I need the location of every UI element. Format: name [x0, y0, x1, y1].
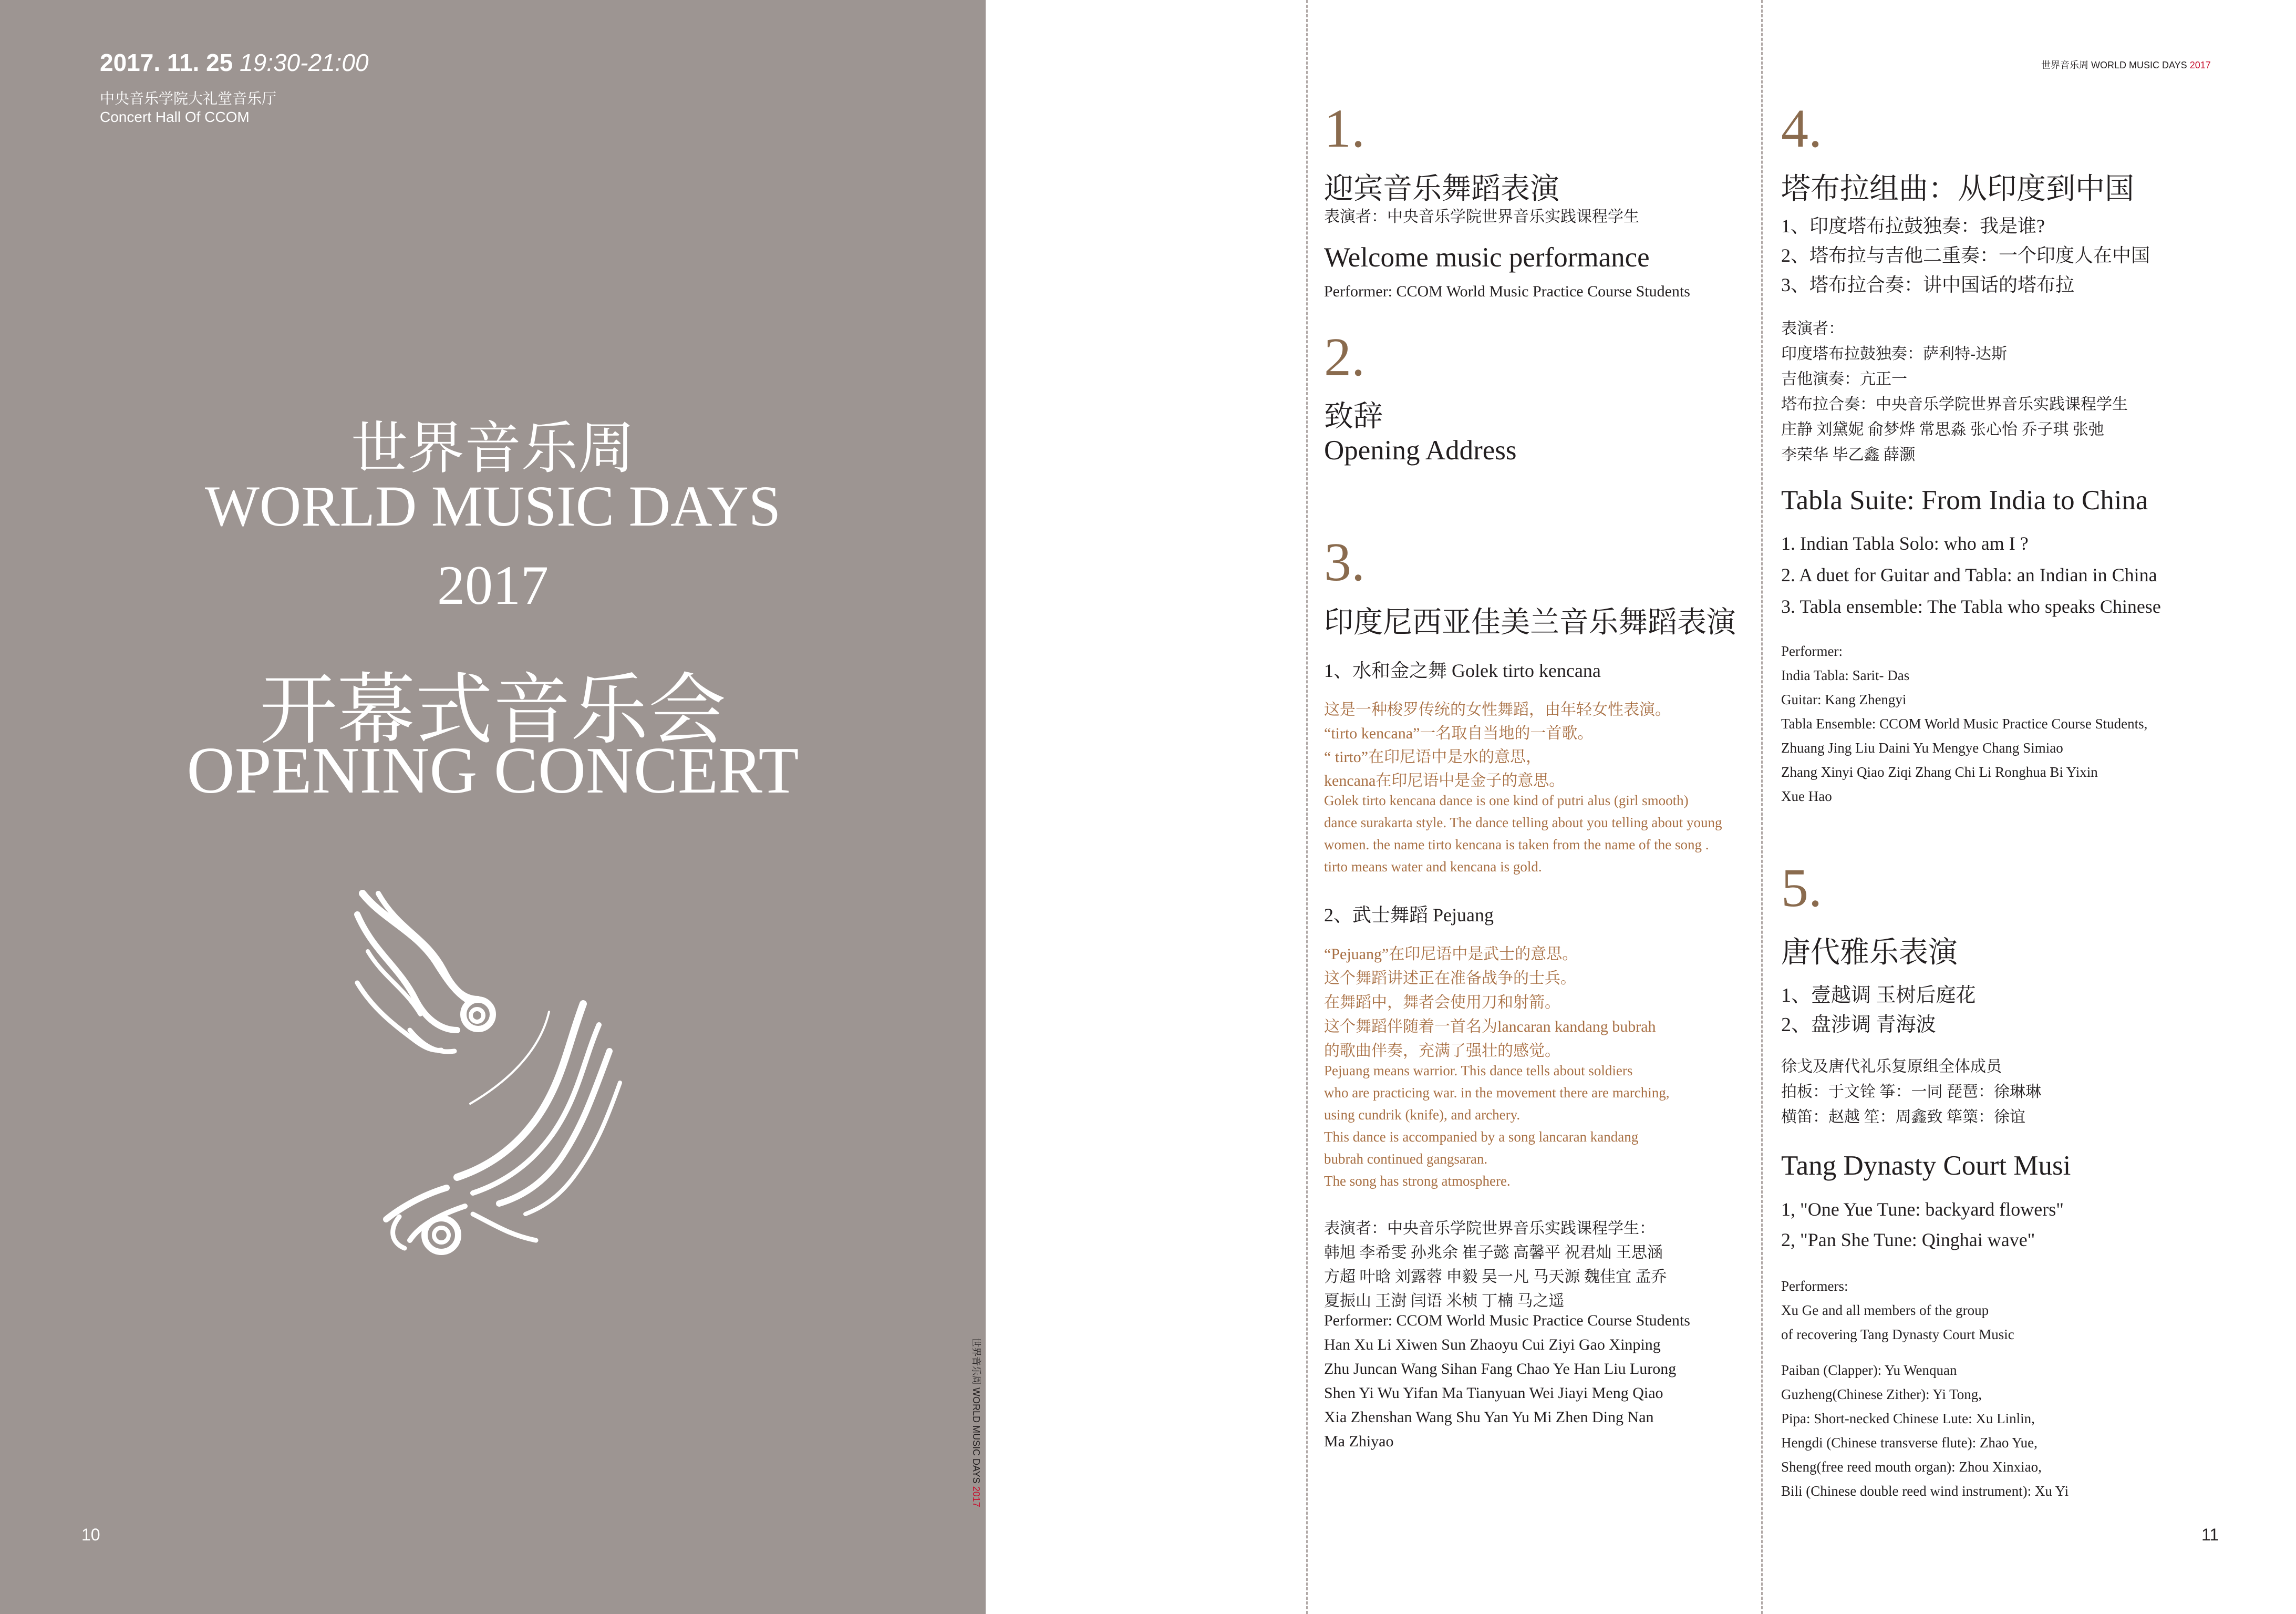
item-3-performers: Ma Zhiyao [1324, 1433, 1394, 1450]
item-3-piece-1-desc: dance surakarta style. The dance telling about you telling about young [1324, 815, 1722, 830]
page-number-right: 11 [2201, 1525, 2219, 1544]
festival-title-en: WORLD MUSIC DAYS [204, 474, 781, 538]
item-4-piece-en: 1. Indian Tabla Solo: who am I ? [1781, 533, 2029, 554]
item-5-performers-en: Xu Ge and all members of the group [1781, 1302, 1989, 1318]
running-header [2041, 58, 2211, 71]
vertical-title-year: 2017 [971, 1486, 981, 1507]
item-3-title-cn: 印度尼西亚佳美兰音乐舞蹈表演 [1324, 606, 1736, 639]
festival-year: 2017 [437, 554, 549, 616]
vertical-title-text: 世界音乐周 WORLD MUSIC DAYS [971, 1338, 981, 1484]
item-3-piece-2-desc: This dance is accompanied by a song lancaran kandang [1324, 1129, 1639, 1145]
item-3-piece-1-desc: “tirto kencana”一名取自当地的一首歌。 [1324, 725, 1594, 742]
item-number-5: 5. [1781, 858, 1822, 918]
time-text: 19:30-21:00 [240, 49, 369, 76]
item-3-piece-1-desc: kencana在印尼语中是金子的意思。 [1324, 772, 1565, 789]
date-text: 2017. 11. 25 [100, 49, 233, 76]
item-3-performers: Performer: CCOM World Music Practice Course Students [1324, 1312, 1690, 1329]
event-date [100, 48, 369, 77]
item-3-piece-1-desc: Golek tirto kencana dance is one kind of putri alus (girl smooth) [1324, 793, 1689, 808]
item-4-performers-cn: 印度塔布拉鼓独奏：萨利特-达斯 [1781, 345, 2007, 363]
item-4-piece-en: 2. A duet for Guitar and Tabla: an Indian in China [1781, 564, 2157, 585]
page-number-left: 10 [81, 1525, 100, 1544]
vertical-running-title [970, 1338, 984, 1507]
item-3-piece-1-desc: “ tirto”在印尼语中是水的意思， [1324, 748, 1542, 766]
item-3-performers: 韩旭 李希雯 孙兆余 崔子懿 高馨平 祝君灿 王思涵 [1324, 1244, 1663, 1261]
item-3-piece-2-desc: Pejuang means warrior. This dance tells about soldiers [1324, 1063, 1633, 1078]
item-3-piece-2-desc: 这个舞蹈伴随着一首名为lancaran kandang bubrah [1324, 1018, 1656, 1035]
item-5-instrument: Guzheng(Chinese Zither): Yi Tong, [1781, 1386, 1982, 1402]
item-4-performers-cn: 李荣华 毕乙鑫 薛灏 [1781, 446, 1915, 464]
venue-cn: 中央音乐学院大礼堂音乐厅 [100, 90, 277, 107]
item-1-title-en: Welcome music performance [1324, 242, 1650, 273]
item-1-title-cn: 迎宾音乐舞蹈表演 [1324, 173, 1559, 205]
item-number-3: 3. [1324, 532, 1365, 592]
item-5-piece-en: 1, "One Yue Tune: backyard flowers" [1781, 1199, 2064, 1220]
item-4-piece-cn: 3、塔布拉合奏：讲中国话的塔布拉 [1781, 274, 2075, 295]
item-3-performers: Shen Yi Wu Yifan Ma Tianyuan Wei Jiayi Meng Qiao [1324, 1384, 1663, 1402]
item-4-title-en: Tabla Suite: From India to China [1781, 485, 2148, 516]
item-5-title-cn: 唐代雅乐表演 [1781, 937, 1958, 969]
festival-title-cn: 世界音乐周 [350, 418, 635, 480]
item-4-performers-en: Performer: [1781, 643, 1843, 659]
item-4-performers-cn: 表演者： [1781, 320, 1844, 337]
item-1-performer-cn: 表演者：中央音乐学院世界音乐实践课程学生 [1324, 208, 1639, 225]
concert-title-cn: 开幕式音乐会 [260, 668, 726, 754]
item-5-title-en: Tang Dynasty Court Musi [1781, 1150, 2071, 1181]
item-4-performers-en: Tabla Ensemble: CCOM World Music Practice Course Students, [1781, 716, 2148, 732]
item-3-piece-2-desc: “Pejuang”在印尼语中是武士的意思。 [1324, 945, 1578, 963]
item-3-performers: Han Xu Li Xiwen Sun Zhaoyu Cui Ziyi Gao Xinping [1324, 1336, 1661, 1353]
item-3-piece-2-desc: 的歌曲伴奏，充满了强壮的感觉。 [1324, 1042, 1560, 1060]
item-5-instrument: Paiban (Clapper): Yu Wenquan [1781, 1362, 1957, 1378]
item-3-performers: 表演者：中央音乐学院世界音乐实践课程学生： [1324, 1220, 1655, 1237]
item-3-performers: 方超 叶晗 刘露蓉 申毅 吴一凡 马天源 魏佳宜 孟乔 [1324, 1268, 1667, 1286]
item-5-performers-en: of recovering Tang Dynasty Court Music [1781, 1327, 2014, 1342]
column-divider-2 [1761, 0, 1763, 1614]
item-5-piece-cn: 2、盘涉调 青海波 [1781, 1014, 1936, 1036]
item-3-piece-2-desc: 这个舞蹈讲述正在准备战争的士兵。 [1324, 970, 1576, 987]
concert-title-en: OPENING CONCERT [187, 734, 799, 807]
cloud-ornament-icon [336, 872, 694, 1282]
item-1-performer-en: Performer: CCOM World Music Practice Course Students [1324, 283, 1690, 300]
header-year: 2017 [2189, 60, 2211, 70]
item-number-2: 2. [1324, 327, 1365, 387]
column-divider-1 [1306, 0, 1308, 1614]
item-3-piece-2-desc: 在舞蹈中，舞者会使用刀和射箭。 [1324, 994, 1560, 1011]
item-4-performers-en: Guitar: Kang Zhengyi [1781, 692, 1907, 707]
item-number-1: 1. [1324, 98, 1365, 159]
item-4-piece-cn: 2、塔布拉与吉他二重奏：一个印度人在中国 [1781, 245, 2150, 266]
item-5-performers-cn: 拍板：于文铨 筝：一同 琵琶：徐琳琳 [1781, 1083, 2041, 1101]
item-5-instrument: Pipa: Short-necked Chinese Lute: Xu Linlin, [1781, 1411, 2035, 1426]
item-3-piece-2-desc: who are practicing war. in the movement there are marching, [1324, 1085, 1670, 1101]
item-4-performers-en: Zhang Xinyi Qiao Ziqi Zhang Chi Li Ronghua Bi Yixin [1781, 764, 2098, 780]
item-2-title-cn: 致辞 [1324, 400, 1383, 433]
item-5-instrument: Sheng(free reed mouth organ): Zhou Xinxiao, [1781, 1459, 2042, 1475]
item-5-piece-en: 2, "Pan She Tune: Qinghai wave" [1781, 1229, 2035, 1250]
item-2-title-en: Opening Address [1324, 435, 1517, 466]
item-4-title-cn: 塔布拉组曲：从印度到中国 [1781, 173, 2134, 205]
item-3-piece-1: 1、水和金之舞 Golek tirto kencana [1324, 660, 1601, 681]
left-cover-panel [0, 0, 986, 1614]
item-5-performers-cn: 徐戈及唐代礼乐复原组全体成员 [1781, 1058, 2002, 1075]
venue-en: Concert Hall Of CCOM [100, 109, 250, 125]
item-3-piece-2-desc: bubrah continued gangsaran. [1324, 1151, 1488, 1167]
item-3-piece-1-desc: women. the name tirto kencana is taken from the name of the song . [1324, 837, 1709, 852]
item-4-performers-cn: 塔布拉合奏：中央音乐学院世界音乐实践课程学生 [1781, 396, 2128, 413]
item-5-piece-cn: 1、壹越调 玉树后庭花 [1781, 984, 1976, 1006]
header-title: 世界音乐周 WORLD MUSIC DAYS [2041, 60, 2187, 70]
item-3-piece-1-desc: tirto means water and kencana is gold. [1324, 859, 1542, 875]
item-3-piece-2-desc: The song has strong atmosphere. [1324, 1173, 1511, 1189]
item-3-piece-2-desc: using cundrik (knife), and archery. [1324, 1107, 1521, 1123]
item-4-performers-en: Zhuang Jing Liu Daini Yu Mengye Chang Simiao [1781, 740, 2063, 756]
item-3-performers: Xia Zhenshan Wang Shu Yan Yu Mi Zhen Ding Nan [1324, 1409, 1654, 1426]
item-4-performers-cn: 庄静 刘黛妮 俞梦烨 常思淼 张心怡 乔子琪 张弛 [1781, 421, 2104, 438]
item-4-piece-cn: 1、印度塔布拉鼓独奏：我是谁? [1781, 215, 2045, 237]
item-5-instrument: Hengdi (Chinese transverse flute): Zhao Yue, [1781, 1435, 2038, 1451]
item-3-piece-1-desc: 这是一种梭罗传统的女性舞蹈，由年轻女性表演。 [1324, 701, 1671, 718]
item-4-performers-en: India Tabla: Sarit- Das [1781, 667, 1910, 683]
item-4-piece-en: 3. Tabla ensemble: The Tabla who speaks Chinese [1781, 596, 2161, 617]
item-number-4: 4. [1781, 98, 1822, 159]
item-3-piece-2: 2、武士舞蹈 Pejuang [1324, 904, 1494, 926]
item-5-performers-cn: 横笛：赵越 笙：周鑫致 筚篥：徐谊 [1781, 1108, 2025, 1126]
item-4-performers-en: Xue Hao [1781, 788, 1832, 804]
item-3-performers: Zhu Juncan Wang Sihan Fang Chao Ye Han Liu Lurong [1324, 1360, 1677, 1377]
item-4-performers-cn: 吉他演奏：亢正一 [1781, 371, 1907, 388]
item-5-performers-en: Performers: [1781, 1278, 1848, 1294]
item-3-performers: 夏振山 王澍 闫语 米桢 丁楠 马之遥 [1324, 1292, 1565, 1310]
item-5-instrument: Bili (Chinese double reed wind instrument): Xu Yi [1781, 1483, 2069, 1499]
